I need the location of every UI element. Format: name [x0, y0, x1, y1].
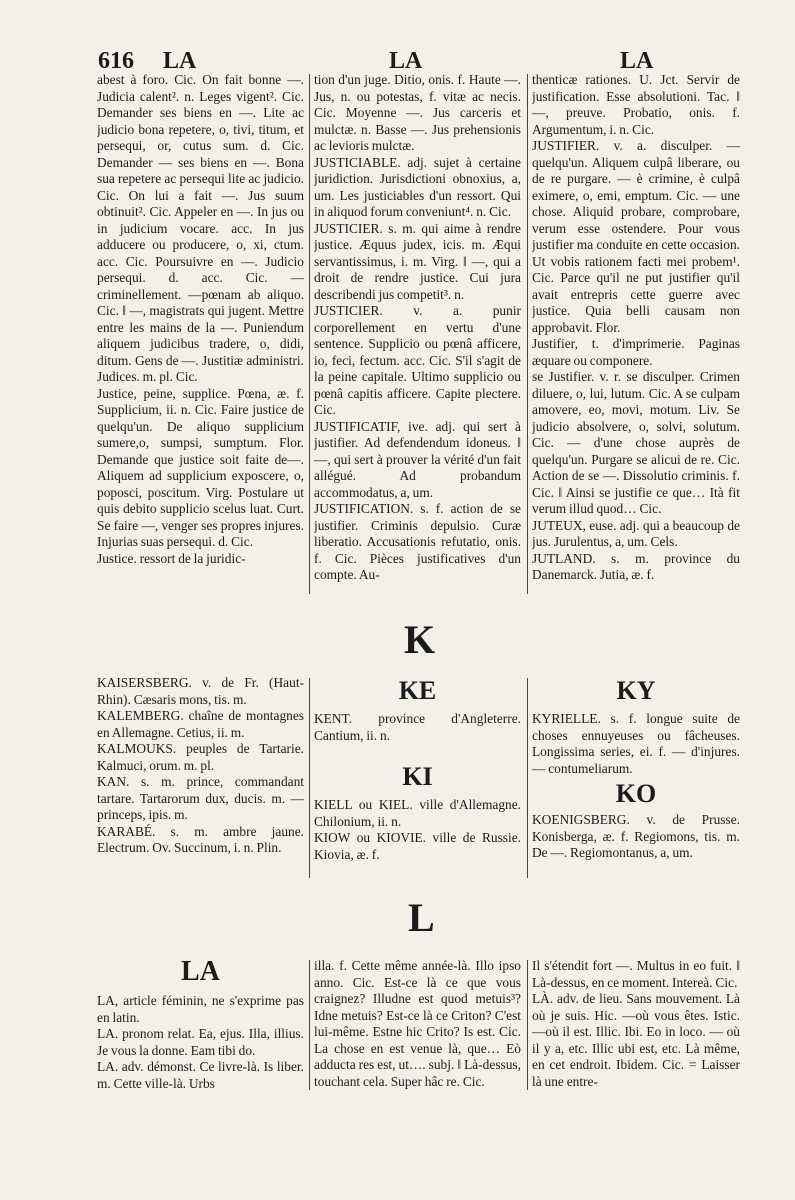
entry: JUSTICIABLE. adj. sujet à certaine juridiction. Jurisdictioni obnoxius, a, um. Les justiciables d'un ressort. Qui in aliquod forum conveniunt⁴. n. Cic.: [314, 154, 521, 219]
entry: JUTLAND. s. m. province du Danemarck. Jutia, æ. f.: [532, 550, 740, 582]
entry: LÀ. adv. de lieu. Sans mouvement. Là où je suis. Hic. —où vous êtes. Istic. —où il est. Illic. Ibi. Eo in loco. — où il y a, etc. Illic ubi est, etc. Là même, en cet endroit. Ibidem. Cic. = Laisser là une entre-: [532, 991, 740, 1089]
running-head-left: LA: [163, 48, 197, 74]
running-head-right: LA: [620, 48, 654, 74]
column-rule: [309, 678, 310, 878]
subsection-head-ki: KI: [402, 762, 433, 791]
entry: KIOW ou KIOVIE. ville de Russie. Kiovia, æ. f.: [314, 830, 521, 862]
entries-column-3: [532, 72, 740, 600]
column-rule: [527, 960, 528, 1090]
ki-entries: [314, 797, 521, 887]
entry: Justice. ressort de la juridic-: [97, 550, 246, 566]
column-rule: [309, 960, 310, 1090]
entries-column-2: [314, 72, 521, 600]
entries-column-1: [97, 72, 304, 600]
section-letter-l: L: [408, 895, 435, 940]
subsection-head-ky: KY: [616, 676, 656, 705]
entry: illa. f. Cette même année-là. Illo ipso anno. Cic. Est-ce là ce que vous craignez? Illudne est quod metuis³? Idne metuis? Est-ce là ce Criton? C'est lui-même. Estne hic Crito? Is est. Cic. La chose en est venue là, que… Eò adducta res est, ut…. subj. ‖ Là-dessus, touchant cela. Super hâc re. Cic.: [314, 958, 521, 1089]
entry: LA, article féminin, ne s'exprime pas en latin.: [97, 993, 304, 1025]
column-rule: [309, 74, 310, 594]
entry: Justifier, t. d'imprimerie. Paginas æquare ou componere.: [532, 336, 740, 368]
entry: KALMOUKS. peuples de Tartarie. Kalmuci, orum. m. pl.: [97, 741, 304, 773]
page-number: 616: [98, 48, 134, 74]
entry: se Justifier. v. r. se disculper. Crimen diluere, o, lui, lutum. Cic. A se culpam amovere, eo, movi, motum. Liv. Se judicio absolvere, o, solvi, solutum. Cic. — d'une chose auprès de quelqu'un. Purgare se alicui de re. Cic. Action de se —. Dissolutio criminis. f. Cic. ‖ Ainsi se justifie ce que… Ità fit verum illud quod… Cic.: [532, 369, 740, 516]
subsection-head-ke: KE: [398, 676, 437, 705]
entry: KOENIGSBERG. v. de Prusse. Konisberga, æ. f. Regiomons, tis. m. De —. Regiomontanus, a, um.: [532, 812, 740, 860]
section-letter-k: K: [404, 617, 436, 662]
k-entries-column-1: [97, 675, 304, 887]
entry: LA. adv. démonst. Ce livre-là. Is liber. m. Cette ville-là. Urbs: [97, 1059, 304, 1091]
entry: KAN. s. m. prince, commandant tartare. Tartarorum dux, ducis. m. — princeps, ipis. m.: [97, 774, 304, 822]
entry: KIELL ou KIEL. ville d'Allemagne. Chilonium, ii. n.: [314, 797, 521, 829]
entry: JUSTICIER. v. a. punir corporellement en vertu d'une sentence. Supplicio ou pœnâ afficere, io, feci, fectum. acc. Cic. S'il s'agit de la peine capitale. Ultimo supplicio ou pœnâ capitis afficere. Capite plectere. Cic.: [314, 303, 521, 417]
entry: KENT. province d'Angleterre. Cantium, ii. n.: [314, 711, 521, 743]
entry: tion d'un juge. Ditio, onis. f. Haute —. Jus, n. ou potestas, f. vitæ ac necis. Cic. Moyenne —. Jus carceris et mulctæ. n. Basse —. Jus prehensionis ac levioris mulctæ.: [314, 72, 521, 153]
subsection-head-ko: KO: [615, 779, 657, 808]
entry: LA. pronom relat. Ea, ejus. Illa, illius. Je vous la donne. Eam tibi do.: [97, 1026, 304, 1058]
entry: Il s'étendit fort —. Multus in eo fuit. ‖ Là-dessus, en ce moment. Intereà. Cic.: [532, 958, 740, 990]
l-entries-column-2: [314, 958, 521, 1093]
l-entries-column-1: [97, 993, 304, 1093]
running-head-center: LA: [389, 48, 423, 74]
ke-entries: [314, 711, 521, 751]
entry: Justice, peine, supplice. Pœna, æ. f. Supplicium, ii. n. Cic. Faire justice de quelqu'un. De aliquo supplicium sumere,o, sumpsi, sumptum. Flor. Demande que justice soit faite de—. Aliquem ad supplicium exposcere, o, poposci, poscitum. Virg. Postulare ut quis debito supplicio scelus luat. Curt. Se faire —, venger ses propres injures. Injurias suas persequi. d. Cic.: [97, 385, 304, 549]
column-rule: [527, 678, 528, 878]
subsection-head-la: LA: [181, 956, 220, 987]
entry: JUSTICIER. s. m. qui aime à rendre justice. Æquus judex, icis. m. Æqui servantissimus, i. m. Virg. ‖ —, qui a droit de rendre justice. Cui jura describendi jus competit³. n.: [314, 220, 521, 302]
column-rule: [527, 74, 528, 594]
entry: JUSTIFICATION. s. f. action de se justifier. Criminis depulsio. Curæ liberatio. Accusationis refutatio, onis. f. Cic. Pièces justificatives d'un compte. Au-: [314, 501, 521, 582]
entry: KYRIELLE. s. f. longue suite de choses ennuyeuses ou fâcheuses. Longissima series, ei. f. — d'injures. — contumeliarum.: [532, 711, 740, 776]
entry: thenticæ rationes. U. Jct. Servir de justification. Esse absolutioni. Tac. ‖ —, preuve. Probatio, onis. f. Argumentum, i. n. Cic.: [532, 72, 740, 137]
l-entries-column-3: [532, 958, 740, 1093]
ko-entries: [532, 812, 740, 887]
entry: KALEMBERG. chaîne de montagnes en Allemagne. Cetius, ii. m.: [97, 708, 304, 740]
entry: JUSTIFIER. v. a. disculper. — quelqu'un. Aliquem culpâ liberare, ou de re purgare. — è crimine, è culpâ eximere, o, emi, emptum. Cic. — une chose. Aliquid probare, comprobare, verum esse ostendere. Pour vous justifier ma conduite en cette occasion. Ut vobis rationem facti mei probem¹. Cic. Parce qu'il ne put justifier qu'il avait entrepris cette guerre avec justice. Quia belli causam non approbavit. Flor.: [532, 138, 740, 335]
ky-entries: [532, 711, 740, 783]
entry: JUTEUX, euse. adj. qui a beaucoup de jus. Jurulentus, a, um. Cels.: [532, 517, 740, 549]
entry: abest à foro. Cic. On fait bonne —. Judicia calent². n. Leges vigent². Cic. Demander ses biens en —. Lite ac judicio bona repetere, o, tivi, titum, et persequi, or, cutus sum. d. Cic. Demander — ses biens en —. Bona sua repetere ac persequi lite ac judicio. Cic. On lui a fait —. Jus suum obtinuit². Cic. Appeler en —. In jus ou in judicium vocare. acc. In jus adducere ou producere, o, xi, ctum. acc. Cic. Poursuivre en —. Judicio persequi. d. acc. Cic. —criminellement. —pœnam ab aliquo. Cic. ‖ —, magistrats qui jugent. Mettre entre les mains de la —. Puniendum aliquem judicibus tradere, o, didi, ditum. Gens de —. Justitiæ administri. Judices. m. pl. Cic.: [97, 72, 304, 384]
entry: KARABÉ. s. m. ambre jaune. Electrum. Ov. Succinum, i. n. Plin.: [97, 823, 304, 855]
entry: KAISERSBERG. v. de Fr. (Haut-Rhin). Cæsaris mons, tis. m.: [97, 675, 304, 707]
entry: JUSTIFICATIF, ive. adj. qui sert à justifier. Ad defendendum idoneus. ‖ —, qui sert à prouver la vérité d'un fait allégué. Ad probandum accommodatus, a, um.: [314, 418, 521, 500]
